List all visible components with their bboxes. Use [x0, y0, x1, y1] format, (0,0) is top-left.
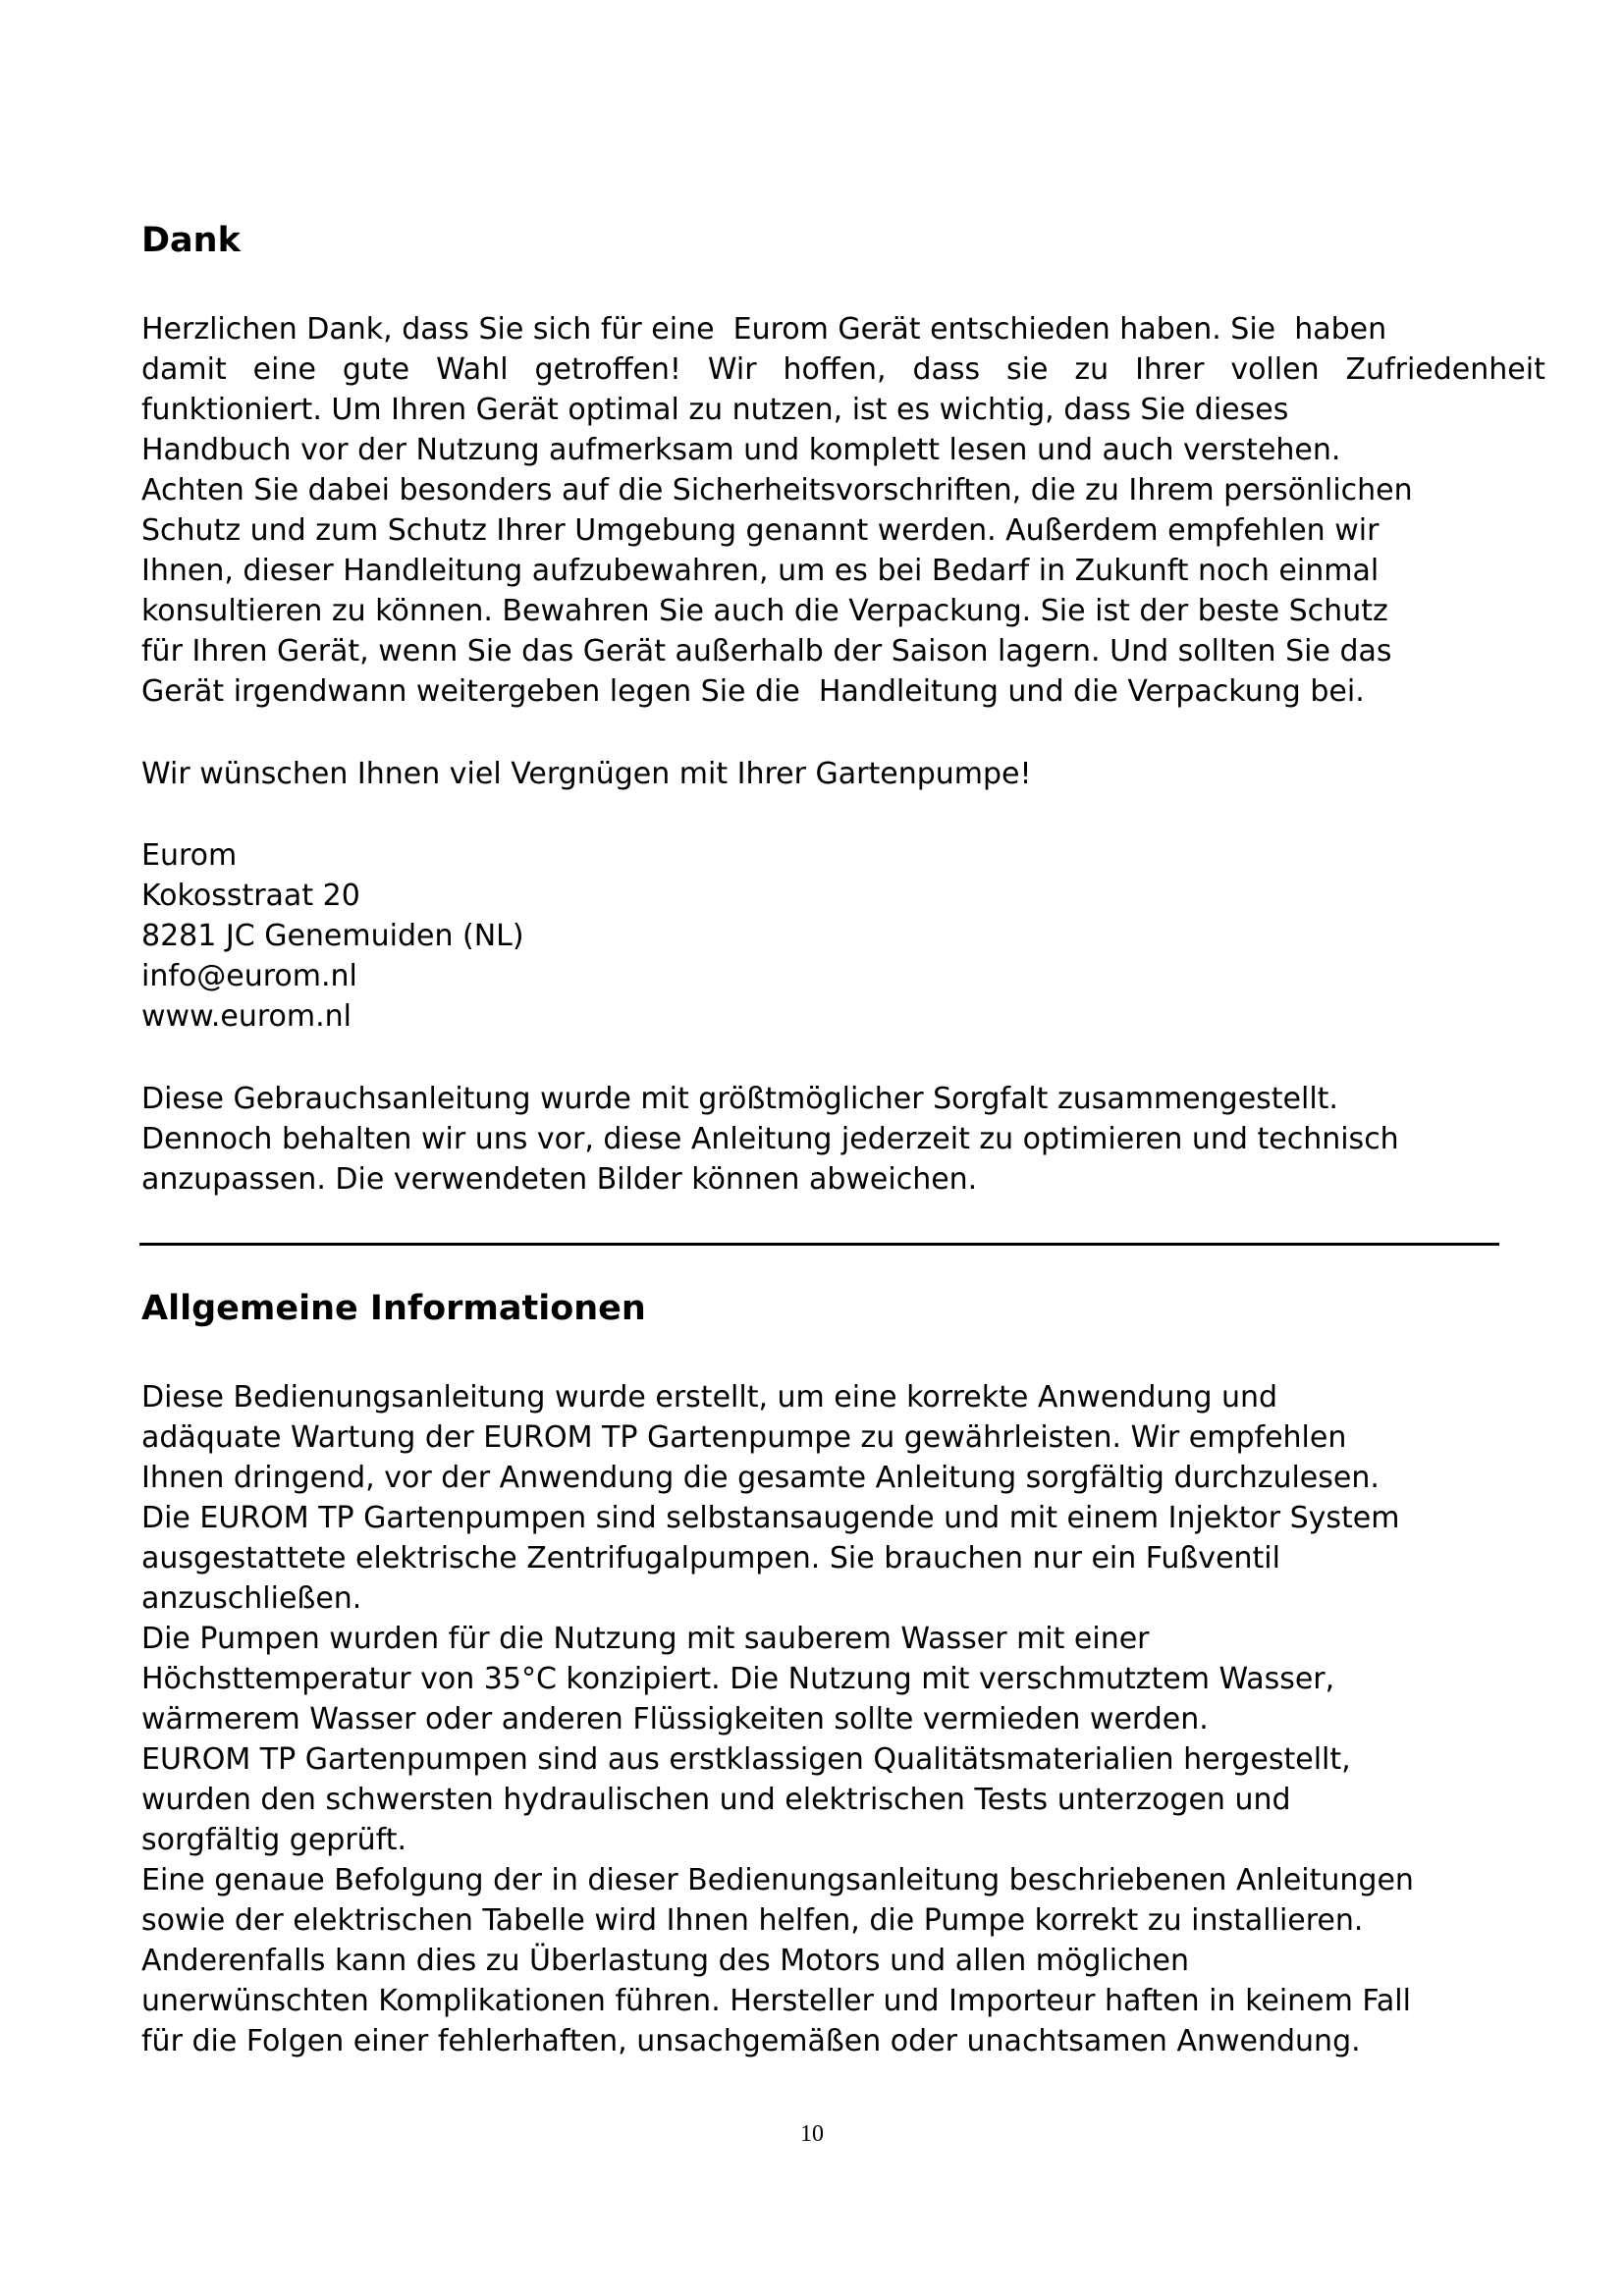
info-line: Die Pumpen wurden für die Nutzung mit sauberem Wasser mit einer [141, 1622, 1150, 1656]
info-line: adäquate Wartung der EUROM TP Gartenpumpe zu gewährleisten. Wir empfehlen [141, 1420, 1347, 1455]
info-line: für die Folgen einer fehlerhaften, unsachgemäßen oder unachtsamen Anwendung. [141, 2024, 1361, 2058]
dank-intro-line: funktioniert. Um Ihren Gerät optimal zu nutzen, ist es wichtig, dass Sie dieses [141, 393, 1289, 427]
dank-intro-line: Achten Sie dabei besonders auf die Sicherheitsvorschriften, die zu Ihrem persönlichen [141, 473, 1413, 507]
word: hoffen, [783, 352, 887, 387]
word: zu [1074, 352, 1110, 387]
info-line: Die EUROM TP Gartenpumpen sind selbstansaugende und mit einem Injektor System [141, 1501, 1400, 1535]
word: dass [912, 352, 981, 387]
wish-paragraph [141, 754, 1555, 794]
dank-intro-line: für Ihren Gerät, wenn Sie das Gerät außerhalb der Saison lagern. Und sollten Sie das [141, 634, 1392, 668]
dank-intro-line: Schutz und zum Schutz Ihrer Umgebung genannt werden. Außerdem empfehlen wir [141, 513, 1380, 548]
info-line: wärmerem Wasser oder anderen Flüssigkeiten sollte vermieden werden. [141, 1702, 1209, 1736]
info-line: ausgestattete elektrische Zentrifugalpumpen. Sie brauchen nur ein Fußventil [141, 1541, 1280, 1575]
info-line: Höchsttemperatur von 35°C konzipiert. Die Nutzung mit verschmutztem Wasser, [141, 1662, 1335, 1696]
disclaimer-line: anzupassen. Die verwendeten Bilder können abweichen. [141, 1162, 978, 1197]
word: eine [252, 352, 316, 387]
dank-intro-line: Herzlichen Dank, dass Sie sich für eine Eurom Gerät entschieden haben. Sie haben [141, 312, 1387, 347]
info-line: EUROM TP Gartenpumpen sind aus erstklassigen Qualitätsmaterialien hergestellt, [141, 1742, 1351, 1777]
disclaimer-line: Diese Gebrauchsanleitung wurde mit größtmöglicher Sorgfalt zusammengestellt. [141, 1082, 1338, 1116]
word: Wahl [436, 352, 509, 387]
address-city: 8281 JC Genemuiden (NL) [141, 919, 524, 953]
info-line: Ihnen dringend, vor der Anwendung die gesamte Anleitung sorgfältig durchzulesen. [141, 1461, 1380, 1495]
info-paragraph [141, 1377, 1555, 2061]
word: damit [141, 352, 227, 387]
dank-intro-line: konsultieren zu können. Bewahren Sie auch die Verpackung. Sie ist der beste Schutz [141, 594, 1388, 628]
word: gute [342, 352, 410, 387]
word: Ihrer [1135, 352, 1205, 387]
info-line: Eine genaue Befolgung der in dieser Bedienungsanleitung beschriebenen Anleitungen [141, 1863, 1414, 1897]
disclaimer-line: Dennoch behalten wir uns vor, diese Anleitung jederzeit zu optimieren und technisch [141, 1122, 1399, 1156]
dank-intro-line: Handbuch vor der Nutzung aufmerksam und komplett lesen und auch verstehen. [141, 433, 1341, 467]
wish-text: Wir wünschen Ihnen viel Vergnügen mit Ihrer Gartenpumpe! [141, 757, 1032, 791]
word: getroffen! [534, 352, 681, 387]
info-line: wurden den schwersten hydraulischen und elektrischen Tests unterzogen und [141, 1783, 1291, 1817]
word: Zufriedenheit [1345, 352, 1545, 387]
address-company: Eurom [141, 838, 238, 873]
info-heading: Allgemeine Informationen [141, 1289, 646, 1328]
info-line: sorgfältig geprüft. [141, 1823, 407, 1857]
page-number: 10 [800, 2121, 824, 2147]
dank-intro-line: Ihnen, dieser Handleitung aufzubewahren, um es bei Bedarf in Zukunft noch einmal [141, 554, 1380, 588]
info-line: Anderenfalls kann dies zu Überlastung des Motors und allen möglichen [141, 1944, 1190, 1978]
info-line: anzuschließen. [141, 1581, 362, 1616]
address-block [141, 835, 1555, 1037]
info-line: Diese Bedienungsanleitung wurde erstellt, um eine korrekte Anwendung und [141, 1380, 1278, 1415]
info-line: sowie der elektrischen Tabelle wird Ihnen helfen, die Pumpe korrekt zu installieren. [141, 1903, 1364, 1938]
dank-intro-line-justified [141, 349, 1545, 390]
disclaimer-paragraph [141, 1079, 1555, 1200]
word: sie [1006, 352, 1049, 387]
dank-heading: Dank [141, 221, 241, 260]
dank-intro-line: Gerät irgendwann weitergeben legen Sie die Handleitung und die Verpackung bei. [141, 674, 1365, 709]
address-website: www.eurom.nl [141, 999, 352, 1034]
address-street: Kokosstraat 20 [141, 879, 360, 913]
word: Wir [707, 352, 757, 387]
dank-intro-paragraph [141, 309, 1555, 712]
word: vollen [1230, 352, 1320, 387]
section-divider [139, 1243, 1499, 1246]
address-email: info@eurom.nl [141, 959, 357, 993]
info-line: unerwünschten Komplikationen führen. Hersteller und Importeur haften in keinem Fall [141, 1984, 1411, 2018]
